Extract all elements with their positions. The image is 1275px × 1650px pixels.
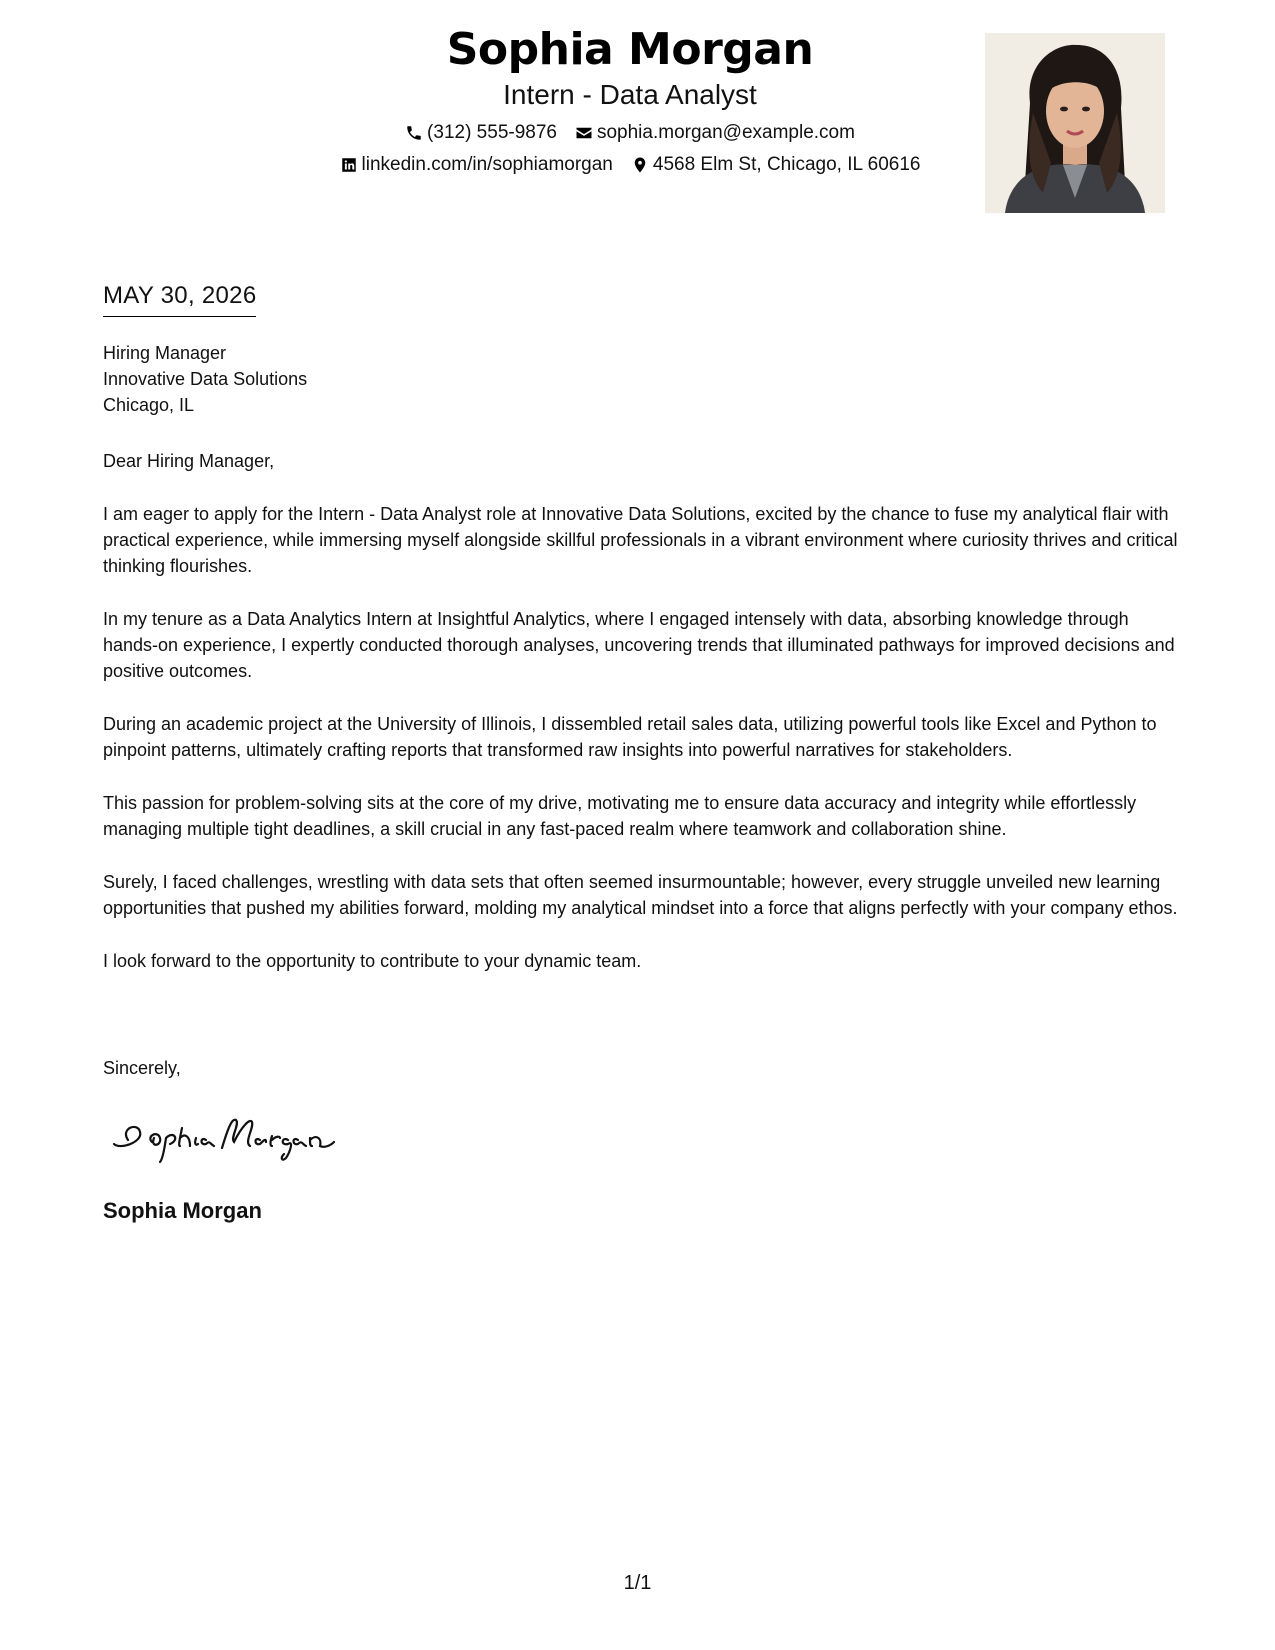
handwritten-signature bbox=[110, 1108, 360, 1163]
body-paragraph: I look forward to the opportunity to contribute to your dynamic team. bbox=[103, 951, 642, 971]
phone-text: (312) 555-9876 bbox=[427, 122, 557, 143]
recipient-company: Innovative Data Solutions bbox=[103, 369, 308, 389]
map-pin-icon bbox=[631, 156, 649, 174]
applicant-title: Intern - Data Analyst bbox=[503, 79, 757, 110]
email-text[interactable]: sophia.morgan@example.com bbox=[596, 122, 855, 143]
recipient-name: Hiring Manager bbox=[103, 343, 227, 363]
salutation: Dear Hiring Manager, bbox=[103, 451, 275, 471]
recipient-block bbox=[103, 340, 307, 418]
contact-linkedin[interactable] bbox=[340, 153, 613, 177]
body-paragraph: In my tenure as a Data Analytics Intern at Insightful Analytics, where I engaged intensely with data, absorbing knowledge through hands-on experience, I expertly conducted thorough analyses, uncovering trends that illuminated pathways for improved decisions and positive outcomes. bbox=[103, 609, 1175, 681]
contact-phone bbox=[405, 121, 557, 145]
linkedin-icon bbox=[340, 156, 358, 174]
profile-photo bbox=[985, 33, 1165, 213]
page-number: 1/1 bbox=[623, 1572, 652, 1594]
body-paragraph: Surely, I faced challenges, wrestling with data sets that often seemed insurmountable; however, every struggle unveiled new learning opportunities that pushed my abilities forward, molding my analytical mindset into a force that aligns perfectly with your company ethos. bbox=[103, 872, 1178, 918]
letter-body bbox=[103, 448, 1183, 1001]
address-text: 4568 Elm St, Chicago, IL 60616 bbox=[652, 154, 921, 175]
letter-header bbox=[0, 0, 1275, 230]
signed-name: Sophia Morgan bbox=[103, 1198, 262, 1223]
contact-row-2 bbox=[230, 153, 1030, 177]
contact-row-1 bbox=[230, 121, 1030, 145]
linkedin-text[interactable]: linkedin.com/in/sophiamorgan bbox=[361, 154, 613, 175]
phone-icon bbox=[405, 124, 423, 142]
closing: Sincerely, bbox=[103, 1058, 181, 1078]
header-info bbox=[230, 22, 1030, 177]
applicant-name: Sophia Morgan bbox=[446, 24, 814, 75]
portrait-image bbox=[985, 33, 1165, 213]
body-paragraph: I am eager to apply for the Intern - Data Analyst role at Innovative Data Solutions, excited by the chance to fuse my analytical flair with practical experience, while immersing myself alongside skillful professionals in a vibrant environment where curiosity thrives and critical thinking flourishes. bbox=[103, 504, 1178, 576]
body-paragraph: This passion for problem-solving sits at the core of my drive, motivating me to ensure data accuracy and integrity while effortlessly managing multiple tight deadlines, a skill crucial in any fast-paced realm where teamwork and collaboration shine. bbox=[103, 793, 1137, 839]
contact-address bbox=[631, 153, 921, 177]
envelope-icon bbox=[575, 124, 593, 142]
letter-date: MAY 30, 2026 bbox=[103, 280, 256, 317]
recipient-location: Chicago, IL bbox=[103, 395, 195, 415]
body-paragraph: During an academic project at the University of Illinois, I dissembled retail sales data, utilizing powerful tools like Excel and Python to pinpoint patterns, ultimately crafting reports that transformed raw insights into powerful narratives for stakeholders. bbox=[103, 714, 1157, 760]
contact-email[interactable] bbox=[575, 121, 855, 145]
